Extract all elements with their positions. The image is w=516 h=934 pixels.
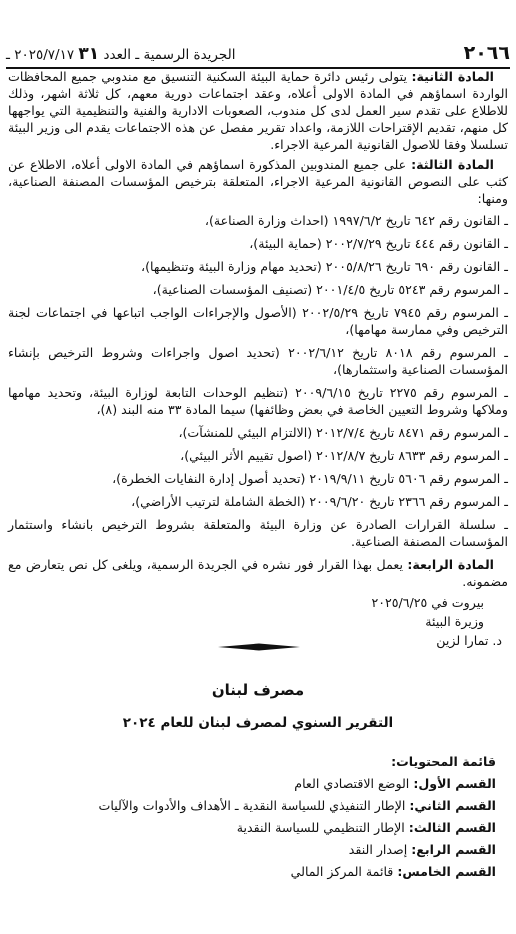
list-item: ـ سلسلة القرارات الصادرة عن وزارة البيئة والمتعلقة بشروط الترخيص بانشاء واستثمار المؤسسات المصنفة الصناعية. bbox=[8, 516, 508, 550]
list-item: ـ القانون رقم ٦٩٠ تاريخ ٢٠٠٥/٨/٢٦ (تحديد مهام وزارة البيئة وتنظيمها)، bbox=[8, 258, 508, 275]
table-of-contents bbox=[20, 751, 496, 883]
toc-title: إصدار النقد bbox=[348, 842, 408, 857]
article-4 bbox=[8, 556, 508, 590]
page-number: ٢٠٦٦ bbox=[463, 42, 510, 64]
signature-office: وزيرة البيئة bbox=[425, 614, 484, 629]
article-3-text: على جميع المندوبين المذكورة اسماؤهم في المادة الاولى أعلاه، الاطلاع عن كثب على النصوص القانونية المرعية الاجراء، المتعلقة بترخيص المؤسسات المصنفة الصناعية، ومنها: bbox=[8, 157, 508, 206]
toc-heading: قائمة المحتويات: bbox=[391, 754, 496, 769]
issue-date: ٢٠٢٥/٧/١٧ ـ bbox=[6, 47, 75, 63]
toc-section: القسم الثالث: bbox=[408, 820, 496, 835]
section-divider bbox=[218, 643, 300, 651]
running-head bbox=[6, 44, 235, 64]
signature-name: د. تمارا لزين bbox=[436, 633, 502, 648]
signature-place-date: بيروت في ٢٠٢٥/٦/٢٥ bbox=[371, 595, 484, 610]
article-2 bbox=[8, 68, 508, 153]
list-item: ـ المرسوم رقم ٢٢٧٥ تاريخ ٢٠٠٩/٦/١٥ (تنظيم الوحدات التابعة لوزارة البيئة، وتحديد مهامها وملاكها وشروط التعيين الخاصة في بعض وظائفها) سيما المادة ٣٣ منه البند (٨)، bbox=[8, 384, 508, 418]
list-item: ـ المرسوم رقم ٥٦٠٦ تاريخ ٢٠١٩/٩/١١ (تحديد أصول إدارة النفايات الخطرة)، bbox=[8, 470, 508, 487]
toc-section: القسم الثاني: bbox=[409, 798, 496, 813]
toc-item bbox=[20, 861, 496, 883]
article-4-label: المادة الرابعة: bbox=[407, 557, 494, 572]
list-item: ـ المرسوم رقم ٢٣٦٦ تاريخ ٢٠٠٩/٦/٢٠ (الخطة الشاملة لترتيب الأراضي)، bbox=[8, 493, 508, 510]
issue-number: ٣١ bbox=[78, 44, 100, 64]
toc-section: القسم الأول: bbox=[413, 776, 496, 791]
list-item: ـ المرسوم رقم ٨٦٣٣ تاريخ ٢٠١٢/٨/٧ (اصول تقييم الأثر البيئي)، bbox=[8, 447, 508, 464]
toc-title: الوضع الاقتصادي العام bbox=[294, 776, 410, 791]
toc-section: القسم الرابع: bbox=[411, 842, 496, 857]
decision-body bbox=[8, 68, 508, 650]
report-title: التقرير السنوي لمصرف لبنان للعام ٢٠٢٤ bbox=[122, 715, 394, 731]
article-3 bbox=[8, 156, 508, 207]
toc-item bbox=[20, 839, 496, 861]
list-item: ـ المرسوم رقم ٨٠١٨ تاريخ ٢٠٠٢/٦/١٢ (تحديد اصول واجراءات وشروط الترخيص بإنشاء المؤسسات الصناعية واستثمارها)، bbox=[8, 344, 508, 378]
toc-item bbox=[20, 773, 496, 795]
list-item: ـ المرسوم رقم ٥٢٤٣ تاريخ ٢٠٠١/٤/٥ (تصنيف المؤسسات الصناعية)، bbox=[8, 281, 508, 298]
article-3-label: المادة الثالثة: bbox=[411, 157, 494, 172]
running-head-title: الجريدة الرسمية ـ العدد bbox=[103, 47, 236, 63]
bank-title: مصرف لبنان bbox=[211, 681, 305, 699]
toc-section: القسم الخامس: bbox=[397, 864, 496, 879]
article-2-text: يتولى رئيس دائرة حماية البيئة السكنية التنسيق مع مندوبي جميع المحافظات الواردة اسماؤهم في المادة الاولى أعلاه، وعقد اجتماعات دورية معهم، كل ثلاثة اشهر، وذلك للاطلاع على تقدم سير العمل لدى كل مندوب، الصعوبات الادارية والفنية والتنظيمية التي يواجهها كل منهم، تقديم الإقتراحات اللازمة، واعداد تقرير مفصل عن هذه الاجتماعات يقدم الى وزير البيئة تسلسلا وفقا للاصول القانونية المرعية الاجراء. bbox=[8, 69, 508, 152]
list-item: ـ المرسوم رقم ٧٩٤٥ تاريخ ٢٠٠٢/٥/٢٩ (الأصول والإجراءات الواجب اتباعها في اجتماعات لجنة الترخيص وفي ممارسة مهامها)، bbox=[8, 304, 508, 338]
toc-title: الإطار التنفيذي للسياسة النقدية ـ الأهداف والأدوات والآليات bbox=[98, 798, 406, 813]
list-item: ـ القانون رقم ٤٤٤ تاريخ ٢٠٠٢/٧/٢٩ (حماية البيئة)، bbox=[8, 235, 508, 252]
toc-item bbox=[20, 795, 496, 817]
article-2-label: المادة الثانية: bbox=[411, 69, 494, 84]
list-item: ـ المرسوم رقم ٨٤٧١ تاريخ ٢٠١٢/٧/٤ (الالتزام البيئي للمنشآت)، bbox=[8, 424, 508, 441]
signature-block bbox=[8, 593, 502, 650]
toc-title: قائمة المركز المالي bbox=[290, 864, 394, 879]
toc-item bbox=[20, 817, 496, 839]
legal-texts-list bbox=[8, 212, 508, 550]
page-header bbox=[6, 38, 510, 69]
article-4-text: يعمل بهذا القرار فور نشره في الجريدة الرسمية، ويلغى كل نص يتعارض مع مضمونه. bbox=[8, 557, 508, 589]
toc-title: الإطار التنظيمي للسياسة النقدية bbox=[236, 820, 405, 835]
list-item: ـ القانون رقم ٦٤٢ تاريخ ١٩٩٧/٦/٢ (احداث وزارة الصناعة)، bbox=[8, 212, 508, 229]
